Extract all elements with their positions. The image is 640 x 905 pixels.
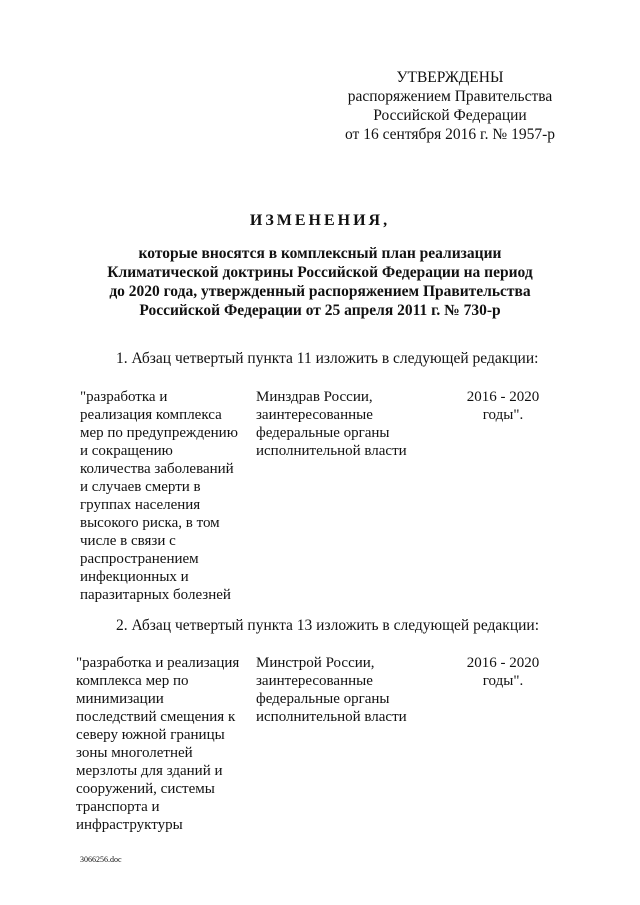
approval-line: Российской Федерации [373, 107, 527, 124]
document-title: ИЗМЕНЕНИЯ, [249, 212, 391, 229]
text-line: паразитарных болезней [80, 587, 231, 603]
text-line: федеральные органы [256, 691, 390, 707]
text-line: заинтересованные [256, 673, 373, 689]
item-heading: 2. Абзац четвертый пункта 13 изложить в следующей редакции: [116, 617, 540, 634]
text-line: количества заболеваний [80, 461, 234, 477]
document-subtitle [80, 244, 560, 320]
text-line: исполнительной власти [256, 443, 407, 459]
text-line: северу южной границы [76, 727, 225, 743]
text-line: Минздрав России, [256, 389, 373, 405]
period-column [458, 388, 548, 424]
text-line: и случаев смерти в [80, 479, 201, 495]
text-line: последствий смещения к [76, 709, 236, 725]
text-line: "разработка и [80, 389, 168, 405]
approval-line: от 16 сентября 2016 г. № 1957-р [345, 126, 555, 143]
subtitle-line: Климатической доктрины Российской Федерации на период [107, 264, 533, 281]
text-line: инфраструктуры [76, 817, 183, 833]
text-line: транспорта и [76, 799, 160, 815]
text-line: Минстрой России, [256, 655, 375, 671]
period-column [458, 654, 548, 690]
text-line: распространением [80, 551, 199, 567]
text-line: "разработка и реализация [76, 655, 240, 671]
activity-column [80, 388, 260, 604]
activity-column [76, 654, 256, 834]
text-line: комплекса мер по [76, 673, 189, 689]
approval-line: распоряжением Правительства [347, 88, 553, 105]
responsible-column [256, 388, 446, 460]
approval-stamp [330, 68, 570, 144]
text-line: зоны многолетней [76, 745, 193, 761]
text-line: высокого риска, в том [80, 515, 220, 531]
text-line: федеральные органы [256, 425, 390, 441]
text-line: группах населения [80, 497, 201, 513]
text-line: сооружений, системы [76, 781, 215, 797]
text-line: 2016 - 2020 [466, 655, 540, 671]
text-line: реализация комплекса [80, 407, 222, 423]
item-heading: 1. Абзац четвертый пункта 11 изложить в следующей редакции: [116, 350, 539, 367]
text-line: 2016 - 2020 [466, 389, 540, 405]
text-line: заинтересованные [256, 407, 373, 423]
approval-line: УТВЕРЖДЕНЫ [396, 69, 504, 86]
text-line: исполнительной власти [256, 709, 407, 725]
subtitle-line: до 2020 года, утвержденный распоряжением Правительства [109, 283, 531, 300]
text-line: и сокращению [80, 443, 173, 459]
text-line: годы". [482, 407, 524, 423]
text-line: минимизации [76, 691, 164, 707]
responsible-column [256, 654, 446, 726]
text-line: инфекционных и [80, 569, 189, 585]
subtitle-line: которые вносятся в комплексный план реализации [138, 245, 502, 262]
text-line: мер по предупреждению [80, 425, 238, 441]
text-line: числе в связи с [80, 533, 176, 549]
text-line: годы". [482, 673, 524, 689]
text-line: мерзлоты для зданий и [76, 763, 223, 779]
file-name-footer: 3066256.doc [80, 855, 122, 864]
subtitle-line: Российской Федерации от 25 апреля 2011 г. № 730-р [139, 302, 501, 319]
